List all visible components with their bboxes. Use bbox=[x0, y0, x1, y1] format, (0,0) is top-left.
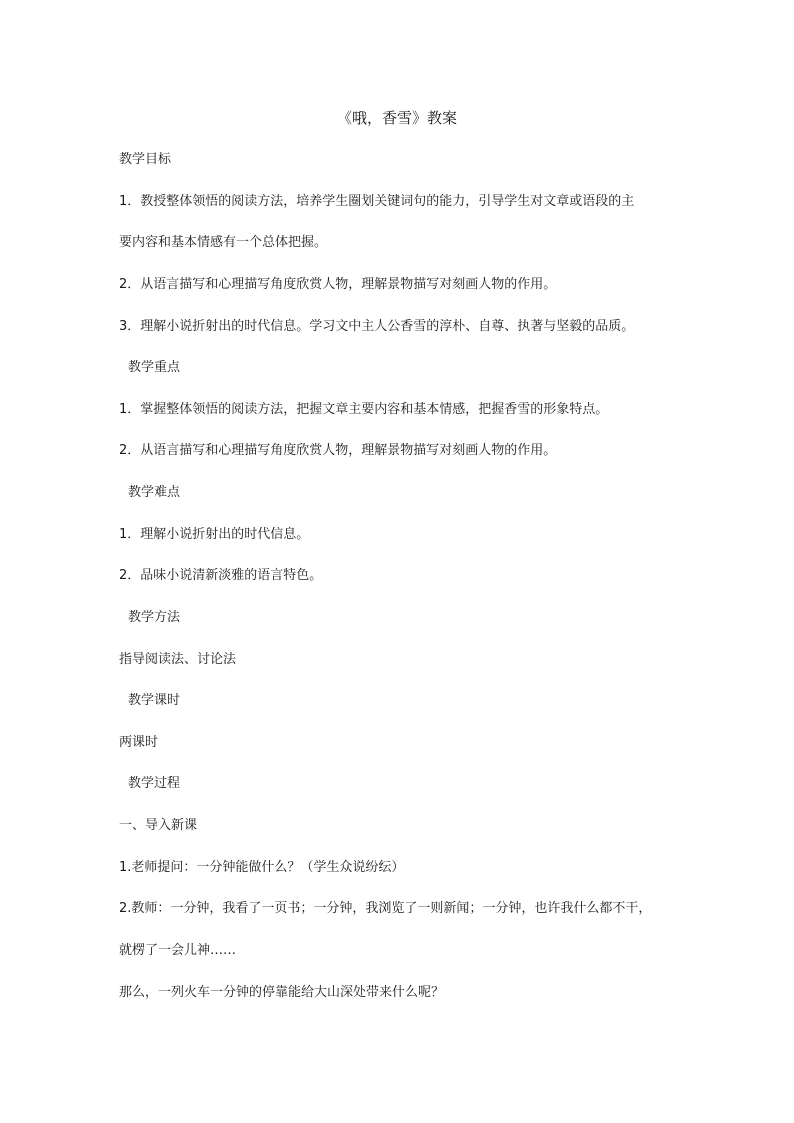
paragraph-line: 1．理解小说折射出的时代信息。 bbox=[119, 527, 310, 542]
section-heading-key-points: 教学重点 bbox=[128, 360, 181, 375]
paragraph-line: 那么，一列火车一分钟的停靠能给大山深处带来什么呢？ bbox=[119, 985, 445, 1000]
section-heading-periods: 教学课时 bbox=[128, 693, 181, 708]
paragraph-line: 2．从语言描写和心理描写角度欣赏人物，理解景物描写对刻画人物的作用。 bbox=[119, 277, 557, 292]
paragraph-line: 2．从语言描写和心理描写角度欣赏人物，理解景物描写对刻画人物的作用。 bbox=[119, 443, 557, 458]
paragraph-line: 1．掌握整体领悟的阅读方法，把握文章主要内容和基本情感，把握香雪的形象特点。 bbox=[119, 402, 609, 417]
paragraph-line: 就楞了一会儿神…… bbox=[119, 943, 237, 958]
paragraph-line: 2.教师：一分钟，我看了一页书；一分钟，我浏览了一则新闻；一分钟，也许我什么都不干， bbox=[119, 901, 652, 916]
document-title: 《哦，香雪》教案 bbox=[336, 109, 457, 127]
paragraph-line: 1.老师提问：一分钟能做什么？（学生众说纷纭） bbox=[119, 860, 405, 875]
section-heading-process: 教学过程 bbox=[128, 776, 181, 791]
paragraph-line: 指导阅读法、讨论法 bbox=[119, 652, 237, 667]
section-heading-objectives: 教学目标 bbox=[119, 152, 172, 167]
paragraph-line: 3．理解小说折射出的时代信息。学习文中主人公香雪的淳朴、自尊、执著与坚毅的品质。 bbox=[119, 319, 635, 334]
section-heading-difficulties: 教学难点 bbox=[128, 485, 181, 500]
paragraph-line: 1．教授整体领悟的阅读方法，培养学生圈划关键词句的能力，引导学生对文章或语段的主 bbox=[119, 194, 635, 209]
paragraph-line: 一、导入新课 bbox=[119, 818, 198, 833]
paragraph-line: 要内容和基本情感有一个总体把握。 bbox=[119, 235, 328, 250]
section-heading-methods: 教学方法 bbox=[128, 610, 181, 625]
paragraph-line: 两课时 bbox=[119, 735, 159, 750]
paragraph-line: 2．品味小说清新淡雅的语言特色。 bbox=[119, 568, 323, 583]
